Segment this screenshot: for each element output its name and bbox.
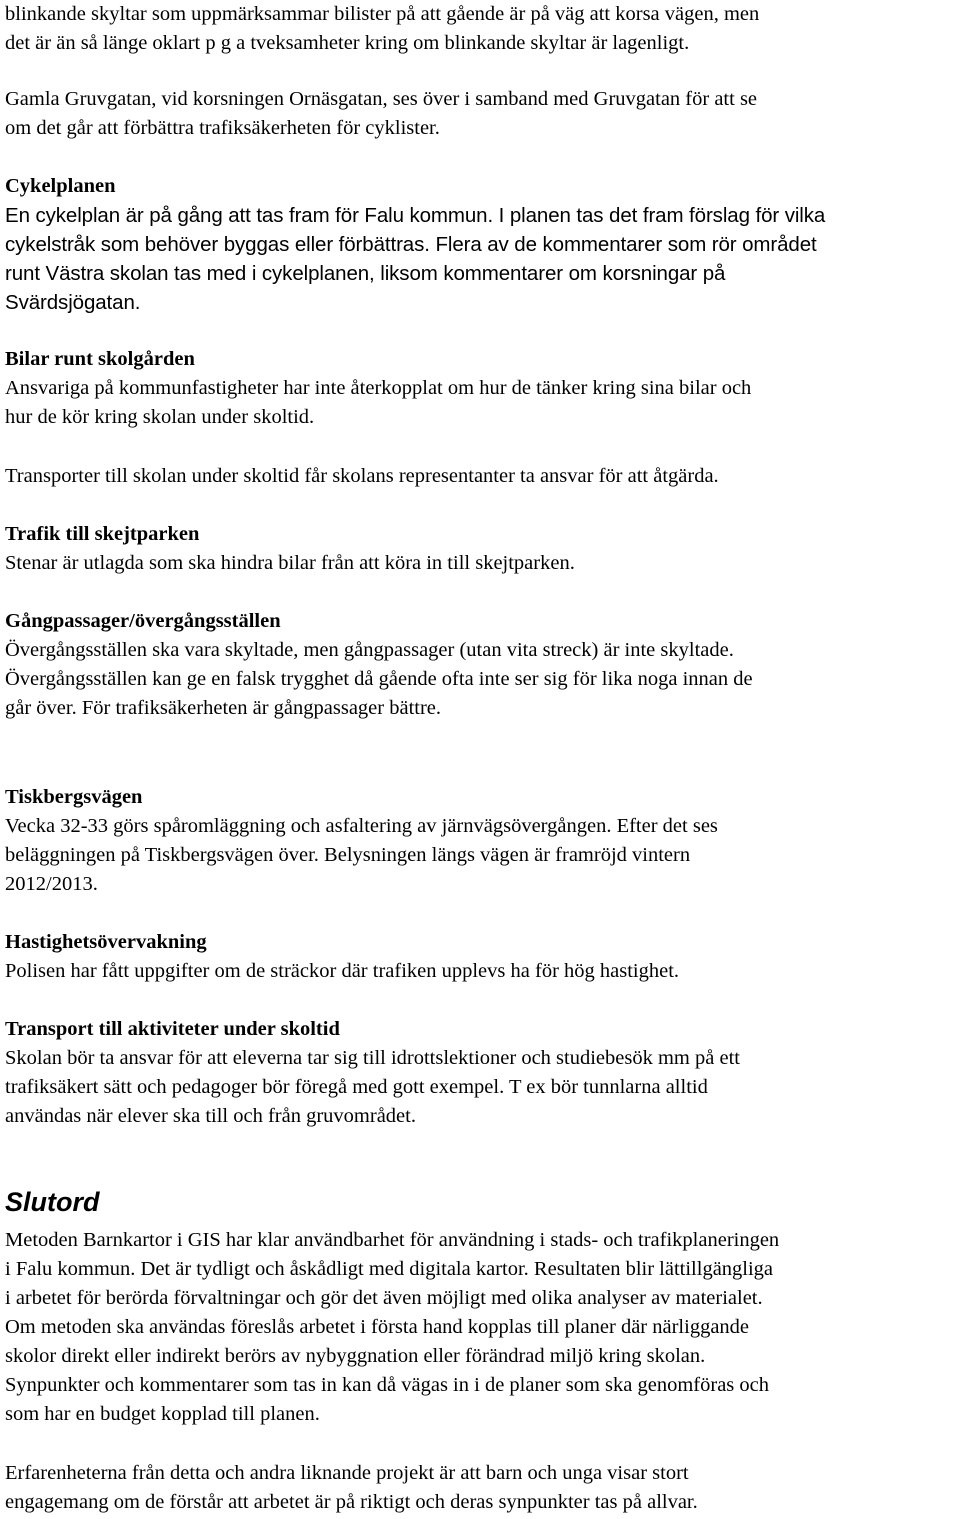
section-heading: Tiskbergsvägen [5,786,143,808]
text-line: skolor direkt eller indirekt berörs av nybyggnation eller förändrad miljö kring skolan. [5,1345,706,1367]
section-trafik-skejtparken [5,520,960,578]
section-heading: Cykelplanen [5,175,116,197]
section-heading: Transport till aktiviteter under skoltid [5,1018,340,1040]
paragraph-blinkande-skyltar [5,0,960,58]
text-line: det är än så länge oklart p g a tveksamheter kring om blinkande skyltar är lagenligt. [5,32,690,54]
text-line: Transporter till skolan under skoltid får skolans representanter ta ansvar för att åtgärda. [5,465,719,487]
text-line: Om metoden ska användas föreslås arbetet i första hand kopplas till planer där närliggande [5,1316,750,1338]
section-heading: Hastighetsövervakning [5,931,207,953]
text-line: Synpunkter och kommentarer som tas in kan då vägas in i de planer som ska genomföras och [5,1374,770,1396]
text-line: Svärdsjögatan. [5,291,141,314]
text-line: beläggningen på Tiskbergsvägen över. Belysningen längs vägen är framröjd vintern [5,844,691,866]
paragraph-transporter [5,462,960,491]
text-line: Vecka 32-33 görs spåromläggning och asfaltering av järnvägsövergången. Efter det ses [5,815,718,837]
text-line: engagemang om de förstår att arbetet är på riktigt och deras synpunkter tas på allvar. [5,1491,698,1513]
text-line: runt Västra skolan tas med i cykelplanen, liksom kommentarer om korsningar på [5,262,726,285]
section-tiskbergsvagen [5,783,960,899]
text-line: Erfarenheterna från detta och andra liknande projekt är att barn och unga visar stort [5,1462,689,1484]
text-line: 2012/2013. [5,873,98,895]
section-slutord [5,1185,960,1219]
text-line: Ansvariga på kommunfastigheter har inte återkopplat om hur de tänker kring sina bilar och [5,377,752,399]
text-line: Polisen har fått uppgifter om de sträckor där trafiken upplevs ha för hög hastighet. [5,960,680,982]
text-line: Övergångsställen ska vara skyltade, men gångpassager (utan vita streck) är inte skyltade. [5,639,734,661]
section-transport-aktiviteter [5,1015,960,1131]
text-line: blinkande skyltar som uppmärksammar bilister på att gående är på väg att korsa vägen, men [5,3,760,25]
text-line: som har en budget kopplad till planen. [5,1403,320,1425]
text-line: En cykelplan är på gång att tas fram för Falu kommun. I planen tas det fram förslag för vilka [5,204,826,227]
chapter-heading: Slutord [5,1187,100,1217]
section-hastighetsovervakning [5,928,960,986]
section-bilar-runt-skolgarden [5,345,960,432]
text-line: cykelstråk som behöver byggas eller förbättras. Flera av de kommentarer som rör området [5,233,817,256]
section-heading: Trafik till skejtparken [5,523,200,545]
text-line: om det går att förbättra trafiksäkerheten för cyklister. [5,117,440,139]
section-cykelplanen [5,172,960,317]
section-heading: Bilar runt skolgården [5,348,195,370]
text-line: går över. För trafiksäkerheten är gångpassager bättre. [5,697,442,719]
text-line: i arbetet för berörda förvaltningar och gör det även möjligt med olika analyser av materialet. [5,1287,763,1309]
section-heading: Gångpassager/övergångsställen [5,610,281,632]
text-line: användas när elever ska till och från gruvområdet. [5,1105,416,1127]
text-line: Skolan bör ta ansvar för att eleverna tar sig till idrottslektioner och studiebesök mm på ett [5,1047,740,1069]
text-line: Gamla Gruvgatan, vid korsningen Ornäsgatan, ses över i samband med Gruvgatan för att se [5,88,758,110]
paragraph-erfarenheterna [5,1459,960,1517]
text-line: i Falu kommun. Det är tydligt och åskådligt med digitala kartor. Resultaten blir lättillgängliga [5,1258,774,1280]
text-line: Metoden Barnkartor i GIS har klar användbarhet för användning i stads- och trafikplaneringen [5,1229,780,1251]
section-gangpassager [5,607,960,723]
text-line: trafiksäkert sätt och pedagoger bör föregå med gott exempel. T ex bör tunnlarna alltid [5,1076,708,1098]
paragraph-gruvgatan [5,85,960,143]
text-line: hur de kör kring skolan under skoltid. [5,406,315,428]
text-line: Övergångsställen kan ge en falsk trygghet då gående ofta inte ser sig för lika noga innan de [5,668,753,690]
paragraph-slutord-body [5,1226,960,1429]
text-line: Stenar är utlagda som ska hindra bilar från att köra in till skejtparken. [5,552,575,574]
